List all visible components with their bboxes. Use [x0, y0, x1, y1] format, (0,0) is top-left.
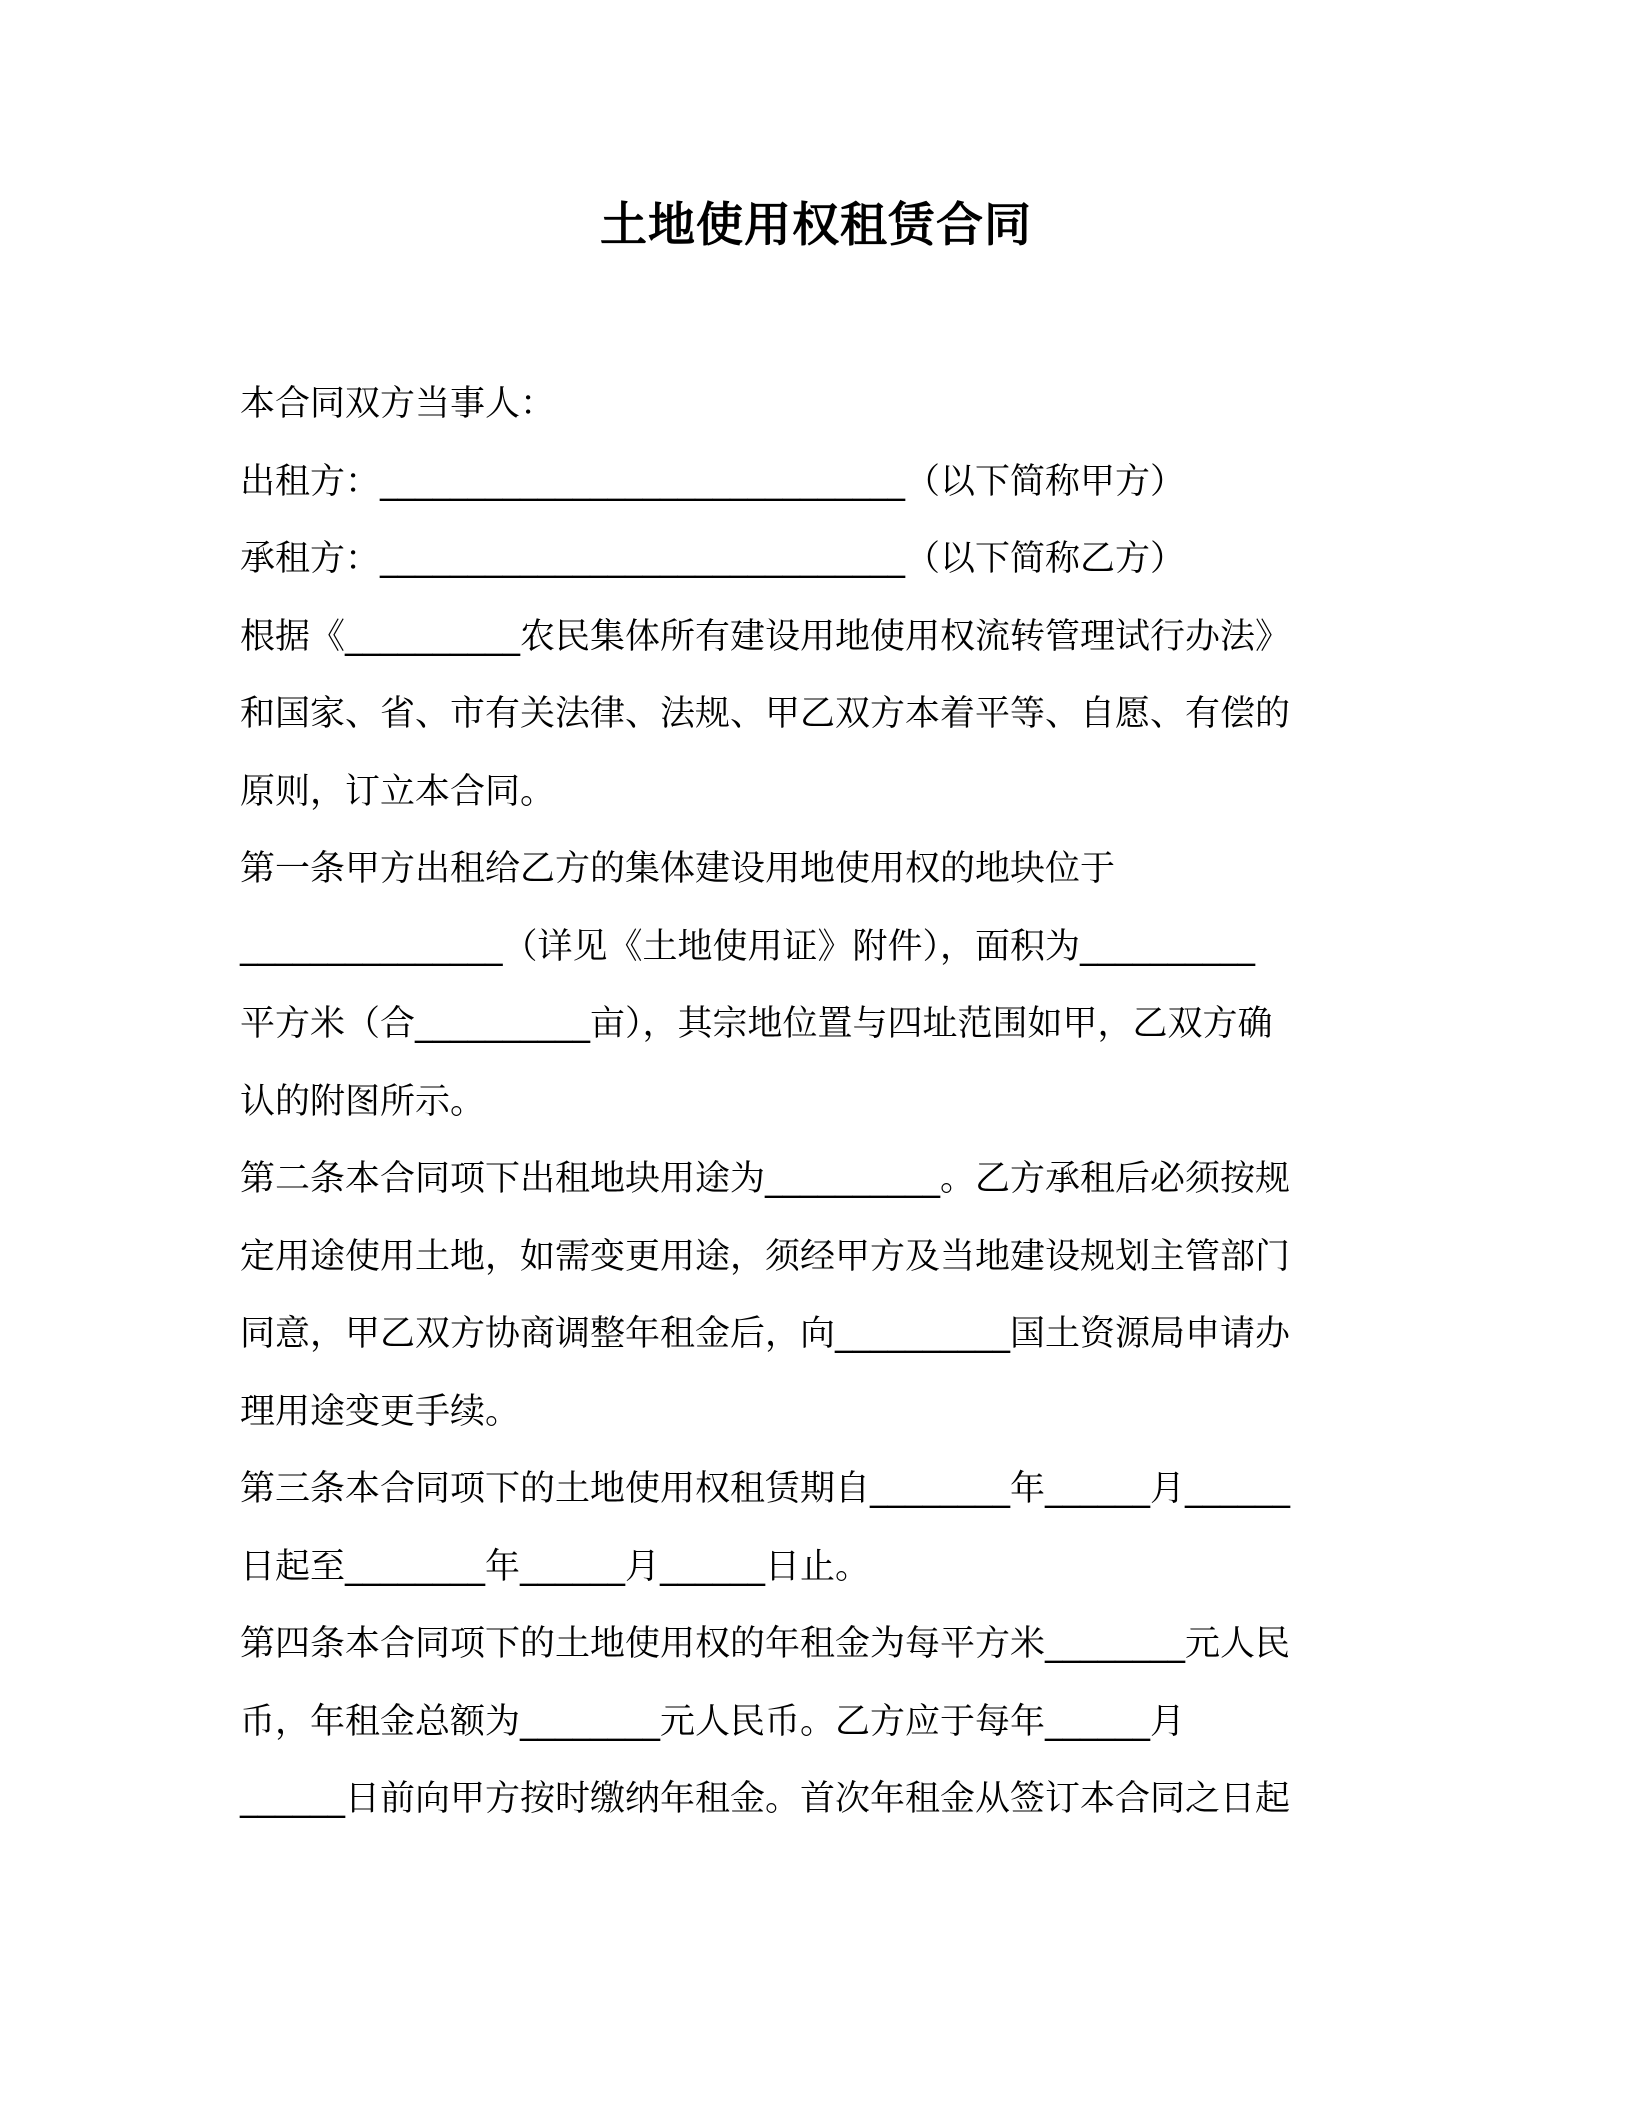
article-4-line-1: 第四条本合同项下的土地使用权的年租金为每平方米________元人民 — [240, 1624, 1291, 1664]
basis-line-3: 原则，订立本合同。 — [240, 771, 556, 812]
lessee-line: 承租方：______________________________（以下简称乙方） — [240, 539, 1186, 579]
lessor-line: 出租方：______________________________（以下简称甲方） — [240, 461, 1186, 502]
article-2-line-3: 同意，甲乙双方协商调整年租金后，向__________国土资源局申请办 — [240, 1314, 1291, 1354]
article-1-line-4: 认的附图所示。 — [240, 1081, 486, 1122]
article-3-line-2: 日起至________年______月______日止。 — [240, 1546, 871, 1587]
basis-line-1: 根据《__________农民集体所有建设用地使用权流转管理试行办法》 — [240, 616, 1291, 657]
article-1-line-3: 平方米（合__________亩），其宗地位置与四址范围如甲，乙双方确 — [240, 1004, 1273, 1044]
article-1-line-1: 第一条甲方出租给乙方的集体建设用地使用权的地块位于 — [240, 849, 1116, 889]
document-title: 土地使用权租赁合同 — [600, 198, 1032, 253]
article-3-line-1: 第三条本合同项下的土地使用权租赁期自________年______月______ — [240, 1469, 1291, 1509]
parties-heading: 本合同双方当事人： — [240, 384, 556, 424]
article-2-line-4: 理用途变更手续。 — [240, 1391, 521, 1432]
article-4-line-3: ______日前向甲方按时缴纳年租金。首次年租金从签订本合同之日起 — [240, 1779, 1291, 1819]
basis-line-2: 和国家、省、市有关法律、法规、甲乙双方本着平等、自愿、有偿的 — [240, 694, 1291, 734]
article-1-line-2: _______________（详见《土地使用证》附件），面积为__________ — [240, 926, 1256, 967]
article-4-line-2: 币，年租金总额为________元人民币。乙方应于每年______月 — [240, 1701, 1186, 1742]
contract-body — [240, 366, 1400, 1839]
article-2-line-2: 定用途使用土地，如需变更用途，须经甲方及当地建设规划主管部门 — [240, 1236, 1291, 1277]
article-2-line-1: 第二条本合同项下出租地块用途为__________。乙方承租后必须按规 — [240, 1159, 1291, 1199]
